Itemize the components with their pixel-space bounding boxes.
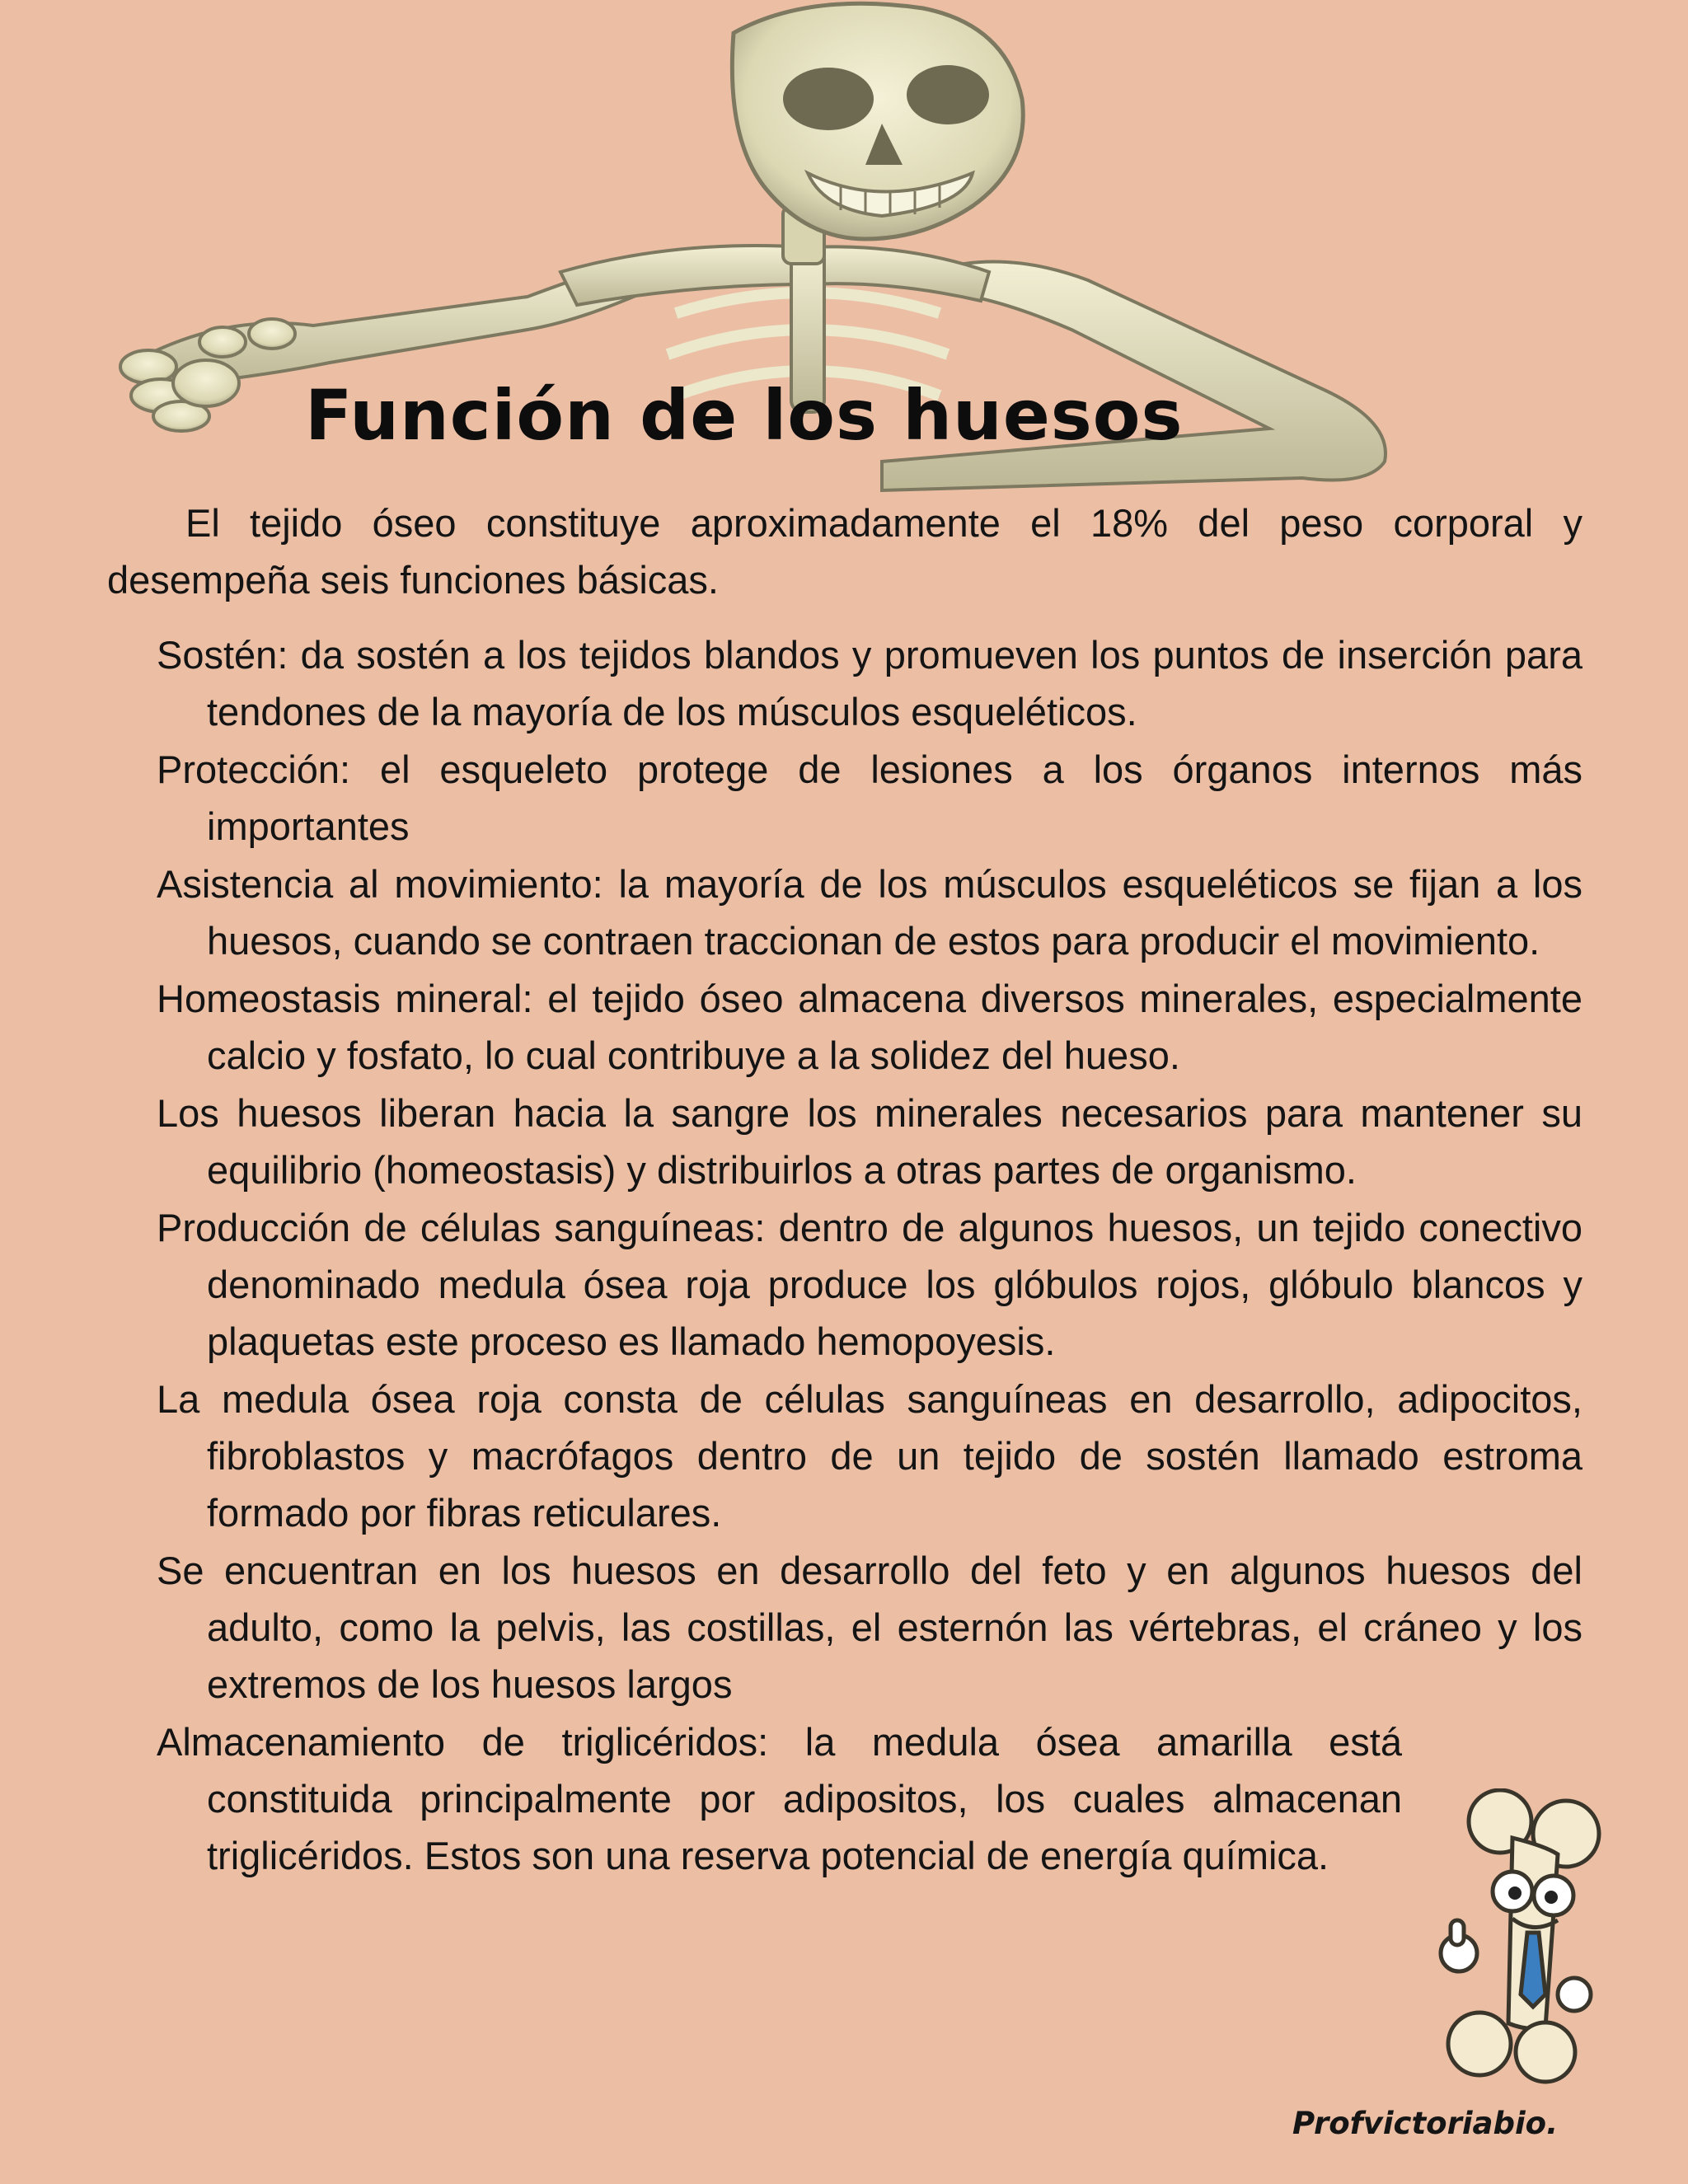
- list-item: Los huesos liberan hacia la sangre los minerales necesarios para mantener su equilibrio (homeostasis) y distribuirlos a otras partes de organismo.: [157, 1091, 1582, 1192]
- intro-paragraph: El tejido óseo constituye aproximadamente el 18% del peso corporal y desempeña seis funciones básicas.: [107, 501, 1582, 602]
- page-title: Función de los huesos: [305, 375, 1184, 456]
- list-item: La medula ósea roja consta de células sanguíneas en desarrollo, adipocitos, fibroblastos y macrófagos dentro de un tejido de sostén llamado estroma formado por fibras reticulares.: [157, 1377, 1582, 1535]
- list-item: Almacenamiento de triglicéridos: la medula ósea amarilla está constituida principalmente por adipositos, los cuales almacenan triglicéridos. Estos son una reserva potencial de energía química.: [157, 1720, 1402, 1877]
- list-item: Asistencia al movimiento: la mayoría de los músculos esqueléticos se fijan a los huesos, cuando se contraen traccionan de estos para producir el movimiento.: [157, 862, 1582, 963]
- list-item: Protección: el esqueleto protege de lesiones a los órganos internos más importantes: [157, 748, 1582, 848]
- list-item: Homeostasis mineral: el tejido óseo almacena diversos minerales, especialmente calcio y fosfato, lo cual contribuye a la solidez del hueso.: [157, 977, 1582, 1077]
- functions-list: [157, 626, 1582, 1885]
- author-signature: Profvictoriabio.: [1292, 2106, 1559, 2141]
- list-item: Producción de células sanguíneas: dentro de algunos huesos, un tejido conectivo denominado medula ósea roja produce los glóbulos rojos, glóbulo blancos y plaquetas este proceso es llamado hemopoyesis.: [157, 1206, 1582, 1363]
- list-item: Se encuentran en los huesos en desarrollo del feto y en algunos huesos del adulto, como la pelvis, las costillas, el esternón las vértebras, el cráneo y los extremos de los huesos largos: [157, 1549, 1582, 1706]
- list-item: Sostén: da sostén a los tejidos blandos y promueven los puntos de inserción para tendones de la mayoría de los músculos esqueléticos.: [157, 633, 1582, 733]
- bone-mascot-icon: [1422, 1788, 1653, 2085]
